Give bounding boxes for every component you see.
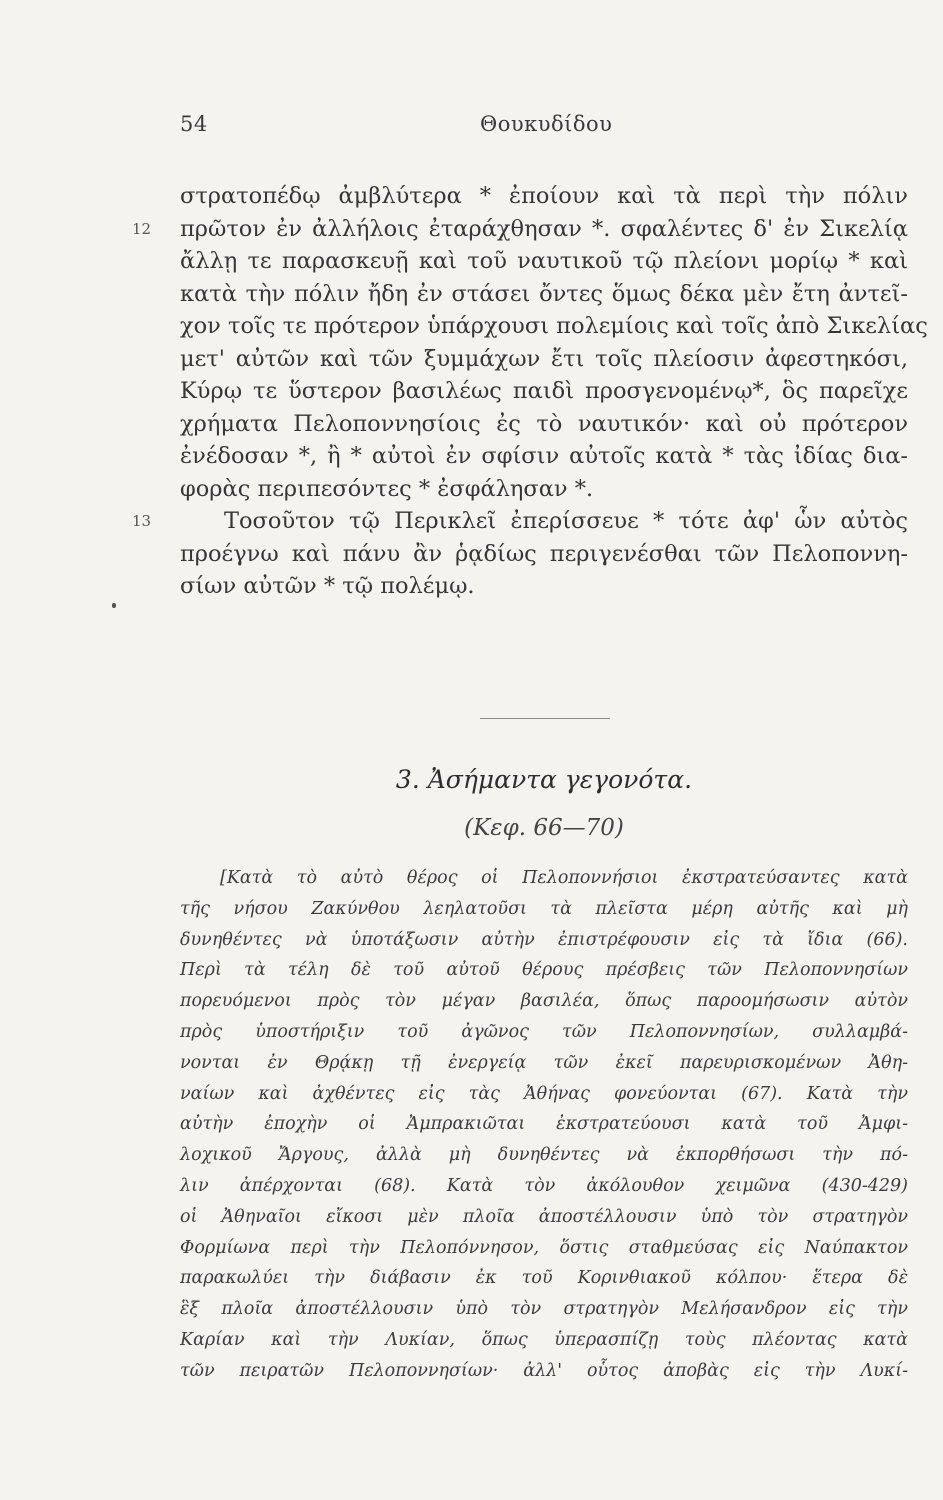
summary-block [180,863,908,1387]
summary-line: λοχικοῦ Ἄργους, ἀλλὰ μὴ δυνηθέντες νὰ ἐκπορθήσωσι τὴν πό- [180,1145,908,1166]
summary-line: Φορμίωνα περὶ τὴν Πελοπόννησον, ὅστις σταθμεύσας εἰς Ναύπακτον [180,1237,908,1258]
text-line: ἐνέδοσαν *, ἢ * αὐτοὶ ἐν σφίσιν αὐτοῖς κατὰ * τὰς ἰδίας δια- [180,443,908,469]
section-divider [480,718,610,719]
summary-line: νονται ἐν Θρᾴκῃ τῇ ἐνεργείᾳ τῶν ἐκεῖ παρευρισκομένων Ἀθη- [180,1052,908,1073]
text-line: φορὰς περιπεσόντες * ἐσφάλησαν *. [180,475,594,502]
running-title: Θουκυδίδου [480,112,613,136]
main-text-block [132,180,928,603]
text-line: 13 Τοσοῦτον τῷ Περικλεῖ ἐπερίσσευε * τότε ἀφ' ὧν αὐτὸς [180,505,908,538]
text-line: κατὰ τὴν πόλιν ἤδη ἐν στάσει ὄντες ὅμως δέκα μὲν ἔτη ἀντεῖ- [180,280,908,307]
chapter-number: 13 [132,512,152,530]
summary-line: πορευόμενοι πρὸς τὸν μέγαν βασιλέα, ὅπως παροομήσωσιν αὐτὸν [180,991,908,1012]
page-number: 54 [180,112,208,136]
summary-line: [Κατὰ τὸ αὐτὸ θέρος οἱ Πελοποννήσιοι ἐκστρατεύσαντες κατὰ [220,868,908,888]
text-line: 12 πρῶτον ἐν ἀλλήλοις ἐταράχθησαν *. σφαλέντες δ' ἐν Σικελίᾳ [180,213,908,246]
text-line: ἄλλῃ τε παρασκευῇ καὶ τοῦ ναυτικοῦ τῷ πλείονι μορίῳ * καὶ [180,248,908,274]
summary-line: ναίων καὶ ἀχθέντες εἰς τὰς Ἀθήνας φονεύονται (67). Κατὰ τὴν [180,1083,908,1104]
page-header [180,112,740,152]
margin-dot [112,603,116,608]
summary-line: παρακωλύει τὴν διάβασιν ἐκ τοῦ Κορινθιακοῦ κόλπου· ἕτερα δὲ [180,1268,908,1289]
section-title: 3. Ἀσήμαντα γεγονότα. [395,765,693,794]
text-line: χον τοῖς τε πρότερον ὑπάρχουσι πολεμίοις καὶ τοῖς ἀπὸ Σικελίας [180,313,928,339]
summary-line: Καρίαν καὶ τὴν Λυκίαν, ὅπως ὑπερασπίζῃ τοὺς πλέοντας κατὰ [180,1329,908,1350]
text-line: προέγνω καὶ πάνυ ἂν ῥᾳδίως περιγενέσθαι τῶν Πελοποννη- [180,540,908,567]
section-subtitle: (Κεφ. 66—70) [464,815,624,841]
text-line: σίων αὐτῶν * τῷ πολέμῳ. [180,573,475,599]
summary-line: τῆς νήσου Ζακύνθου λεηλατοῦσι τὰ πλεῖστα μέρη αὐτῆς καὶ μὴ [180,898,908,919]
text-line: στρατοπέδῳ ἀμβλύτερα * ἐποίουν καὶ τὰ περὶ τὴν πόλιν [180,183,908,209]
summary-line: οἱ Ἀθηναῖοι εἴκοσι μὲν πλοῖα ἀποστέλλουσιν ὑπὸ τὸν στρατηγὸν [180,1206,908,1227]
text-line: χρήματα Πελοποννησίοις ἐς τὸ ναυτικόν· καὶ οὐ πρότερον [180,410,908,437]
summary-line: αὐτὴν ἐποχὴν οἱ Ἀμπρακιῶται ἐκστρατεύουσι κατὰ τοῦ Ἀμφι- [180,1114,908,1135]
summary-line: ἓξ πλοῖα ἀποστέλλουσιν ὑπὸ τὸν στρατηγὸν Μελήσανδρον εἰς τὴν [180,1299,908,1320]
summary-line: λιν ἀπέρχονται (68). Κατὰ τὸν ἀκόλουθον χειμῶνα (430-429) [180,1175,908,1196]
summary-line: πρὸς ὑποστήριξιν τοῦ ἀγῶνος τῶν Πελοποννησίων, συλλαμβά- [180,1021,908,1042]
summary-line: τῶν πειρατῶν Πελοποννησίων· ἀλλ' οὗτος ἀποβὰς εἰς τὴν Λυκί- [180,1360,908,1381]
chapter-number: 12 [132,219,152,238]
summary-line: Περὶ τὰ τέλη δὲ τοῦ αὐτοῦ θέρους πρέσβεις τῶν Πελοποννησίων [180,960,908,981]
text-line: Κύρῳ τε ὕστερον βασιλέως παιδὶ προσγενομένῳ*, ὃς παρεῖχε [180,378,908,404]
text-line: μετ' αὐτῶν καὶ τῶν ξυμμάχων ἔτι τοῖς πλείοσιν ἀφεστηκόσι, [180,345,908,372]
summary-line: δυνηθέντες νὰ ὑποτάξωσιν αὐτὴν ἐπιστρέφουσιν εἰς τὰ ἴδια (66). [180,929,908,950]
